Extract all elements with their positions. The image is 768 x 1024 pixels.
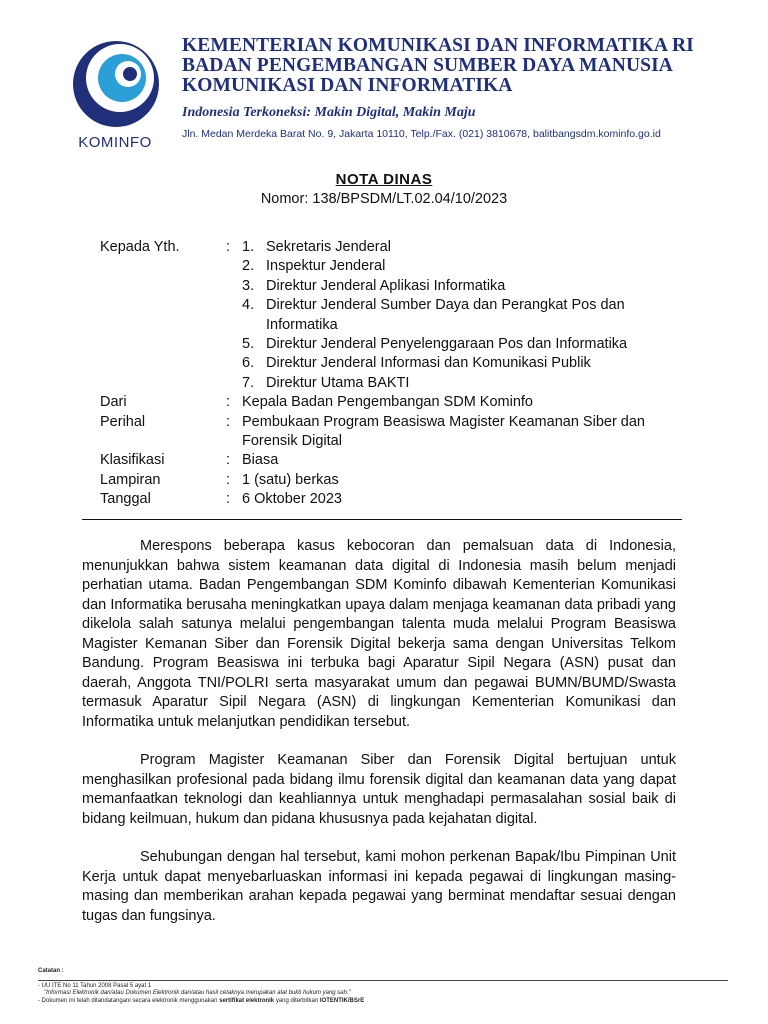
meta-label: Kepada Yth. <box>100 239 180 255</box>
motto: Indonesia Terkoneksi: Makin Digital, Makin Maju <box>182 105 476 120</box>
meta-row-dari <box>100 393 680 412</box>
meta-label: Lampiran <box>100 471 161 488</box>
meta-value: 6 Oktober 2023 <box>242 491 342 508</box>
kominfo-logo <box>60 38 170 158</box>
paragraph-2: Program Magister Keamanan Siber dan Forensik Digital bertujuan untuk menghasilkan profesional pada bidang ilmu forensik digital dan keamanan data yang dapat memanfaatkan teknologi dan keahliannya untuk menghadapi permasalahan sosial baik di bidang keilmuan, hukum dan pidana khususnya pada kejahatan digital. <box>82 752 676 827</box>
meta-label: Dari <box>100 394 127 411</box>
meta-row-kepada <box>100 238 680 393</box>
meta-row-lampiran <box>100 471 680 490</box>
letterhead <box>182 36 742 140</box>
ministry-name: KEMENTERIAN KOMUNIKASI DAN INFORMATIKA RI <box>182 35 694 56</box>
list-item: 6. Direktur Jenderal Informasi dan Komunikasi Publik <box>242 355 591 372</box>
meta-row-klasifikasi <box>100 451 680 470</box>
meta-row-tanggal <box>100 490 680 509</box>
meta-label: Perihal <box>100 413 146 430</box>
meta-value: 1 (satu) berkas <box>242 471 339 488</box>
paragraph-3: Sehubungan dengan hal tersebut, kami mohon perkenan Bapak/Ibu Pimpinan Unit Kerja untuk dapat menyebarluaskan informasi ini kepada pegawai di lingkungan masing-masing dan memberikan arahan kepada pegawai yang berminat mendaftar sesuai dengan tugas dan fungsinya. <box>82 849 676 924</box>
footer-divider <box>38 980 728 981</box>
meta-colon: : <box>226 471 231 488</box>
memo-number: Nomor: 138/BPSDM/LT.02.04/10/2023 <box>260 191 508 207</box>
paragraph-1: Merespons beberapa kasus kebocoran dan pemalsuan data di Indonesia, menunjukkan bahwa sistem keamanan data digital di Indonesia masih belum menjadi perhatian utama. Badan Pengembangan SDM Kominfo dibawah Kementerian Komunikasi dan Informatika berusaha meningkatkan upaya dalam menjaga keamanan data pribadi yang dikelola salah satunya melalui pengembangan talenta muda melalui Program Beasiswa Magister Kemanan Siber dan Forensik Digital bekerja sama dengan Universitas Telkom Bandung. Program Beasiswa ini terbuka bagi Aparatur Sipil Negara (ASN) pusat dan daerah, Anggota TNI/POLRI serta masyarakat umum dan pegawai BUMN/BUMD/Swasta termasuk Aparatur Sipil Negara (ASN) di lingkungan Kementerian Komunikasi dan Informatika untuk melanjutkan pendidikan tersebut. <box>82 538 676 730</box>
meta-colon: : <box>226 394 231 411</box>
meta-colon: : <box>226 239 231 255</box>
list-item: 4. Direktur Jenderal Sumber Daya dan Perangkat Pos dan Informatika <box>242 297 625 333</box>
memo-title: NOTA DINAS <box>335 171 433 188</box>
meta-label: Klasifikasi <box>100 452 165 469</box>
kominfo-emblem-icon <box>60 38 170 134</box>
list-item: 1. Sekretaris Jenderal <box>242 239 391 255</box>
meta-colon: : <box>226 452 231 469</box>
footer-note-1b: "Informasi Elektronik dan/atau Dokumen Elektronik dan/atau hasil cetaknya merupakan alat bukti hukum yang sah." <box>44 990 351 996</box>
meta-value: Pembukaan Program Beasiswa Magister Keamanan Siber dan Forensik Digital <box>242 413 645 450</box>
meta-row-perihal <box>100 413 680 452</box>
list-item: 5. Direktur Jenderal Penyelenggaraan Pos dan Informatika <box>242 336 628 353</box>
meta-colon: : <box>226 491 231 508</box>
meta-value: Biasa <box>242 452 279 469</box>
list-item: 7. Direktur Utama BAKTI <box>242 374 410 391</box>
meta-colon: : <box>226 413 231 430</box>
memo-meta <box>100 238 680 510</box>
address: Jln. Medan Merdeka Barat No. 9, Jakarta 10110, Telp./Fax. (021) 3810678, balitbangsdm.kominfo.go.id <box>182 128 661 140</box>
recipient-list <box>242 238 680 393</box>
divider <box>82 519 682 520</box>
meta-value: Kepala Badan Pengembangan SDM Kominfo <box>242 394 533 411</box>
footer-note-1: - UU ITE No 11 Tahun 2008 Pasal 5 ayat 1 <box>38 982 152 989</box>
agency-name-line1: BADAN PENGEMBANGAN SUMBER DAYA MANUSIA <box>182 55 673 76</box>
footer-note-2: - Dokumen ini telah ditandatangani secara elektronik menggunakan sertifikat elektronik yang diterbitkan IOTENTIK/BSrE <box>38 997 365 1004</box>
footer-title: Catatan : <box>38 968 64 974</box>
footer-notes <box>38 968 738 1005</box>
list-item: 3. Direktur Jenderal Aplikasi Informatika <box>242 277 506 294</box>
agency-name-line2: KOMUNIKASI DAN INFORMATIKA <box>182 75 513 96</box>
logo-wordmark: KOMINFO <box>78 134 152 151</box>
meta-label: Tanggal <box>100 491 151 508</box>
list-item: 2. Inspektur Jenderal <box>242 258 386 275</box>
memo-body <box>82 537 676 945</box>
